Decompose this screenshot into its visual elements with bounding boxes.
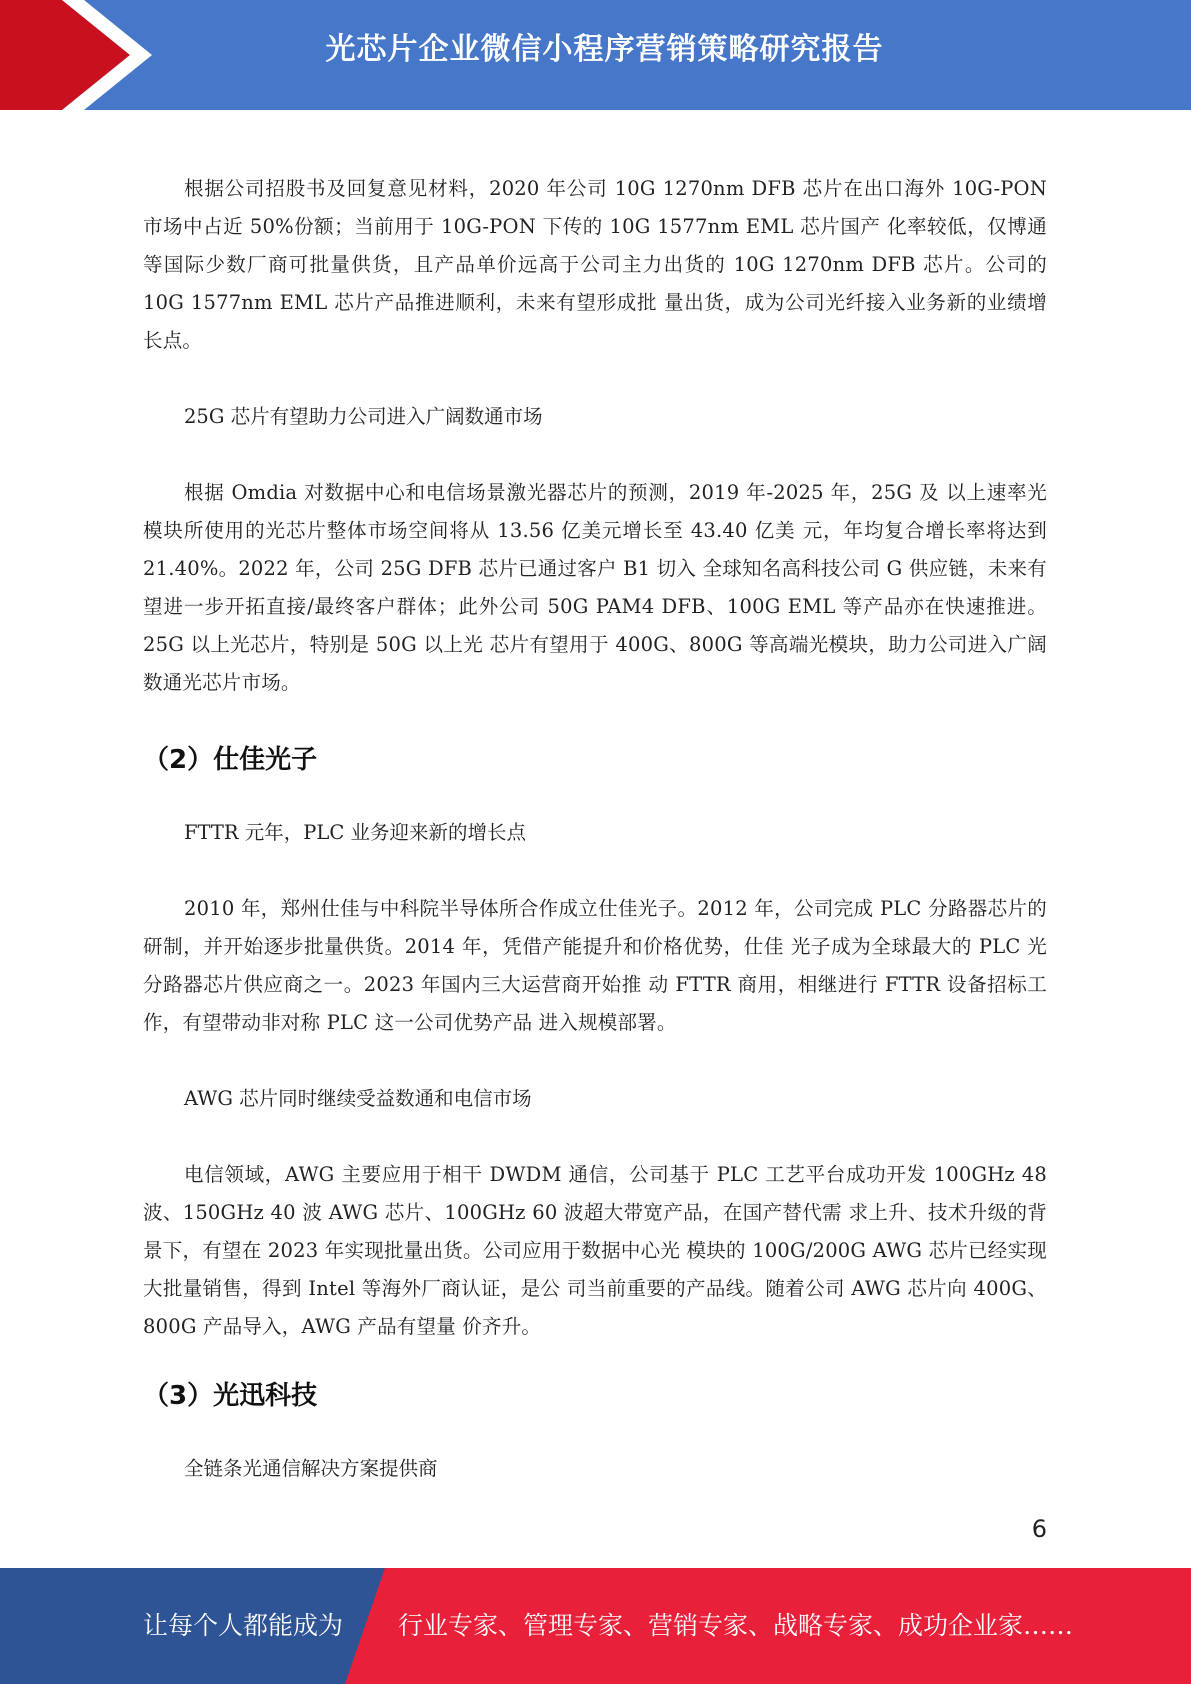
- document-body: [143, 170, 1047, 1526]
- subheading-full-chain: 全链条光通信解决方案提供商: [184, 1457, 438, 1480]
- subheading-25g-chip: 25G 芯片有望助力公司进入广阔数通市场: [184, 405, 543, 428]
- page-footer: [0, 1568, 1191, 1684]
- paragraph-1: 根据公司招股书及回复意见材料，2020 年公司 10G 1270nm DFB 芯片在出口海外 10G-PON 市场中占近 50%份额；当前用于 10G-PON 下传的 10G 1577nm EML 芯片国产 化率较低，仅博通等国际少数厂商可批量供货，且产品单价远高于公司主力出货的 10G 1270nm DFB 芯片。公司的 10G 1577nm EML 芯片产品推进顺利，未来有望形成批 量出货，成为公司光纤接入业务新的业绩增长点。: [143, 177, 1047, 352]
- page-header: [0, 0, 1191, 110]
- section-heading-shijia: （2）仕佳光子: [143, 745, 318, 775]
- paragraph-4: 电信领域，AWG 主要应用于相干 DWDM 通信，公司基于 PLC 工艺平台成功开发 100GHz 48 波、150GHz 40 波 AWG 芯片、100GHz 60 波超大带宽产品，在国产替代需 求上升、技术升级的背景下，有望在 2023 年实现批量出货。公司应用于数据中心光 模块的 100G/200G AWG 芯片已经实现大批量销售，得到 Intel 等海外厂商认证，是公 司当前重要的产品线。随着公司 AWG 芯片向 400G、800G 产品导入，AWG 产品有望量 价齐升。: [143, 1163, 1047, 1338]
- section-heading-guangxun: （3）光迅科技: [143, 1381, 318, 1411]
- page-number: 6: [1031, 1515, 1047, 1543]
- paragraph-3: 2010 年，郑州仕佳与中科院半导体所合作成立仕佳光子。2012 年，公司完成 PLC 分路器芯片的研制，并开始逐步批量供货。2014 年，凭借产能提升和价格优势，仕佳 光子成为全球最大的 PLC 光分路器芯片供应商之一。2023 年国内三大运营商开始推 动 FTTR 商用，相继进行 FTTR 设备招标工作，有望带动非对称 PLC 这一公司优势产品 进入规模部署。: [143, 897, 1047, 1034]
- footer-slogan-left: 让每个人都能成为: [143, 1611, 344, 1640]
- subheading-fttr: FTTR 元年，PLC 业务迎来新的增长点: [184, 821, 526, 844]
- header-title: 光芯片企业微信小程序营销策略研究报告: [325, 32, 884, 67]
- paragraph-2: 根据 Omdia 对数据中心和电信场景激光器芯片的预测，2019 年-2025 年，25G 及 以上速率光模块所使用的光芯片整体市场空间将从 13.56 亿美元增长至 43.40 亿美 元，年均复合增长率将达到 21.40%。2022 年，公司 25G DFB 芯片已通过客户 B1 切入 全球知名高科技公司 G 供应链，未来有望进一步开拓直接/最终客户群体；此外公司 50G PAM4 DFB、100G EML 等产品亦在快速推进。25G 以上光芯片，特别是 50G 以上光 芯片有望用于 400G、800G 等高端光模块，助力公司进入广阔数通光芯片市场。: [143, 481, 1047, 694]
- subheading-awg: AWG 芯片同时继续受益数通和电信市场: [184, 1087, 532, 1110]
- footer-slogan-right: 行业专家、管理专家、营销专家、战略专家、成功企业家……: [398, 1611, 1074, 1640]
